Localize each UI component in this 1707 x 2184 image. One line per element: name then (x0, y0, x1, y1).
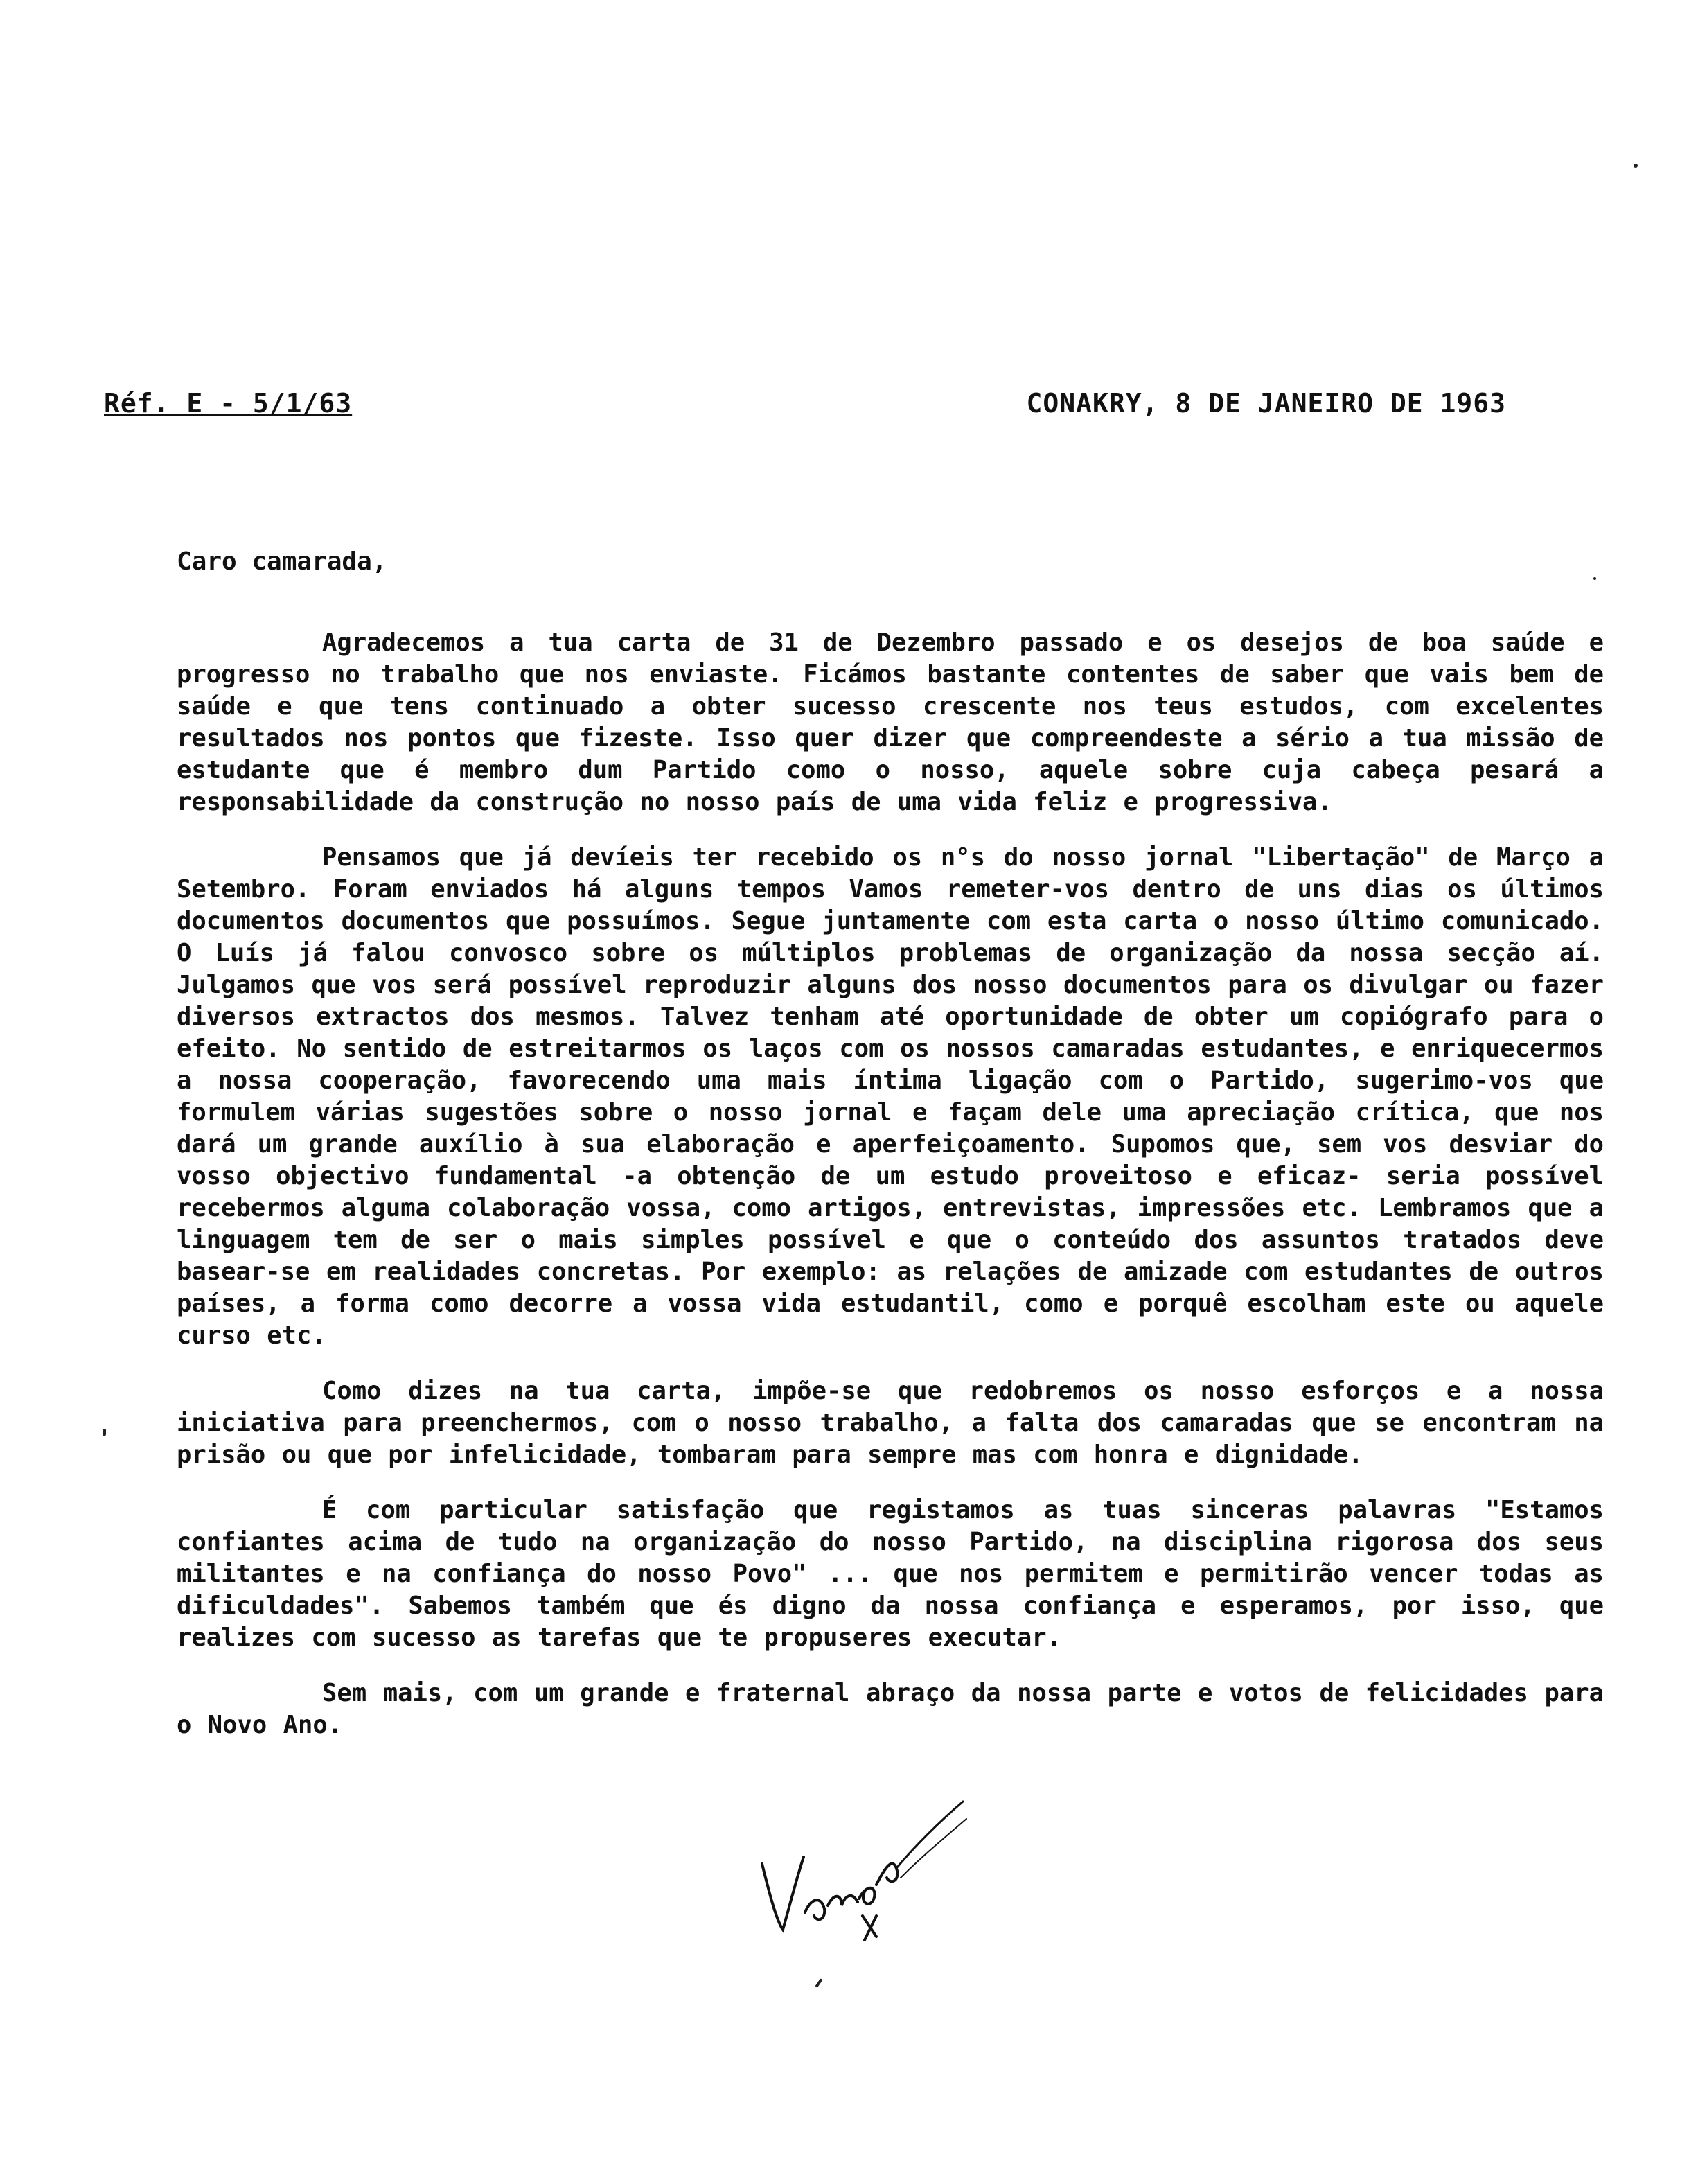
paragraph-2: Pensamos que já devíeis ter recebido os n°s do nosso jornal "Libertação" de Março a Setembro. Foram enviados há alguns tempos Vamos remeter-vos dentro de uns dias os últimos documentos documentos que possuímos. Segue juntamente com esta carta o nosso último comunicado. O Luís já falou convosco sobre os múltiplos problemas de organização da nossa secção aí. Julgamos que vos será possível reproduzir alguns dos nosso documentos para os divulgar ou fazer diversos extractos dos mesmos. Talvez tenham até oportunidade de obter um copiógrafo para o efeito. No sentido de estreitarmos os laços com os nossos camaradas estudantes, e enriquecermos a nossa cooperação, favorecendo uma mais íntima ligação com o Partido, sugerimo-vos que formulem várias sugestões sobre o nosso jornal e façam dele uma apreciação crítica, que nos dará um grande auxílio à sua elaboração e aperfeiçoamento. Supomos que, sem vos desviar do vosso objectivo fundamental -a obtenção de um estudo proveitoso e eficaz- seria possível recebermos alguma colaboração vossa, como artigos, entrevistas, impressões etc. Lembramos que a linguagem tem de ser o mais simples possível e que o conteúdo dos assuntos tratados deve basear-se em realidades concretas. Por exemplo: as relações de amizade com estudantes de outros países, a forma como decorre a vossa vida estudantil, como e porquê escolham este ou aquele curso etc. (177, 843, 1604, 1350)
paragraph-5: Sem mais, com um grande e fraternal abraço da nossa parte e votos de felicidades para o Novo Ano. (177, 1679, 1604, 1739)
scan-speck (103, 1429, 106, 1436)
scan-speck (1634, 164, 1638, 168)
salutation: Caro camarada, (177, 547, 387, 576)
paragraph-1: Agradecemos a tua carta de 31 de Dezembro passado e os desejos de boa saúde e progresso no trabalho que nos enviaste. Ficámos bastante contentes de saber que vais bem de saúde e que tens continuado a obter sucesso crescente nos teus estudos, com excelentes resultados nos pontos que fizeste. Isso quer dizer que compreendeste a sério a tua missão de estudante que é membro dum Partido como o nosso, aquele sobre cuja cabeça pesará a responsabilidade da construção no nosso país de uma vida feliz e progressiva. (177, 628, 1604, 816)
scan-speck (815, 1978, 822, 1988)
paragraph-4: É com particular satisfação que registamos as tuas sinceras palavras "Estamos confiantes acima de tudo na organização do nosso Partido, na disciplina rigorosa dos seus militantes e na confiança do nosso Povo" ... que nos permitem e permitirão vencer todas as dificuldades". Sabemos também que és digno da nossa confiança e esperamos, por isso, que realizes com sucesso as tarefas que te propuseres executar. (177, 1496, 1604, 1652)
reference-number: Réf. E - 5/1/63 (104, 388, 353, 419)
scan-speck (1593, 577, 1596, 580)
place-and-date: CONAKRY, 8 DE JANEIRO DE 1963 (1026, 388, 1506, 419)
handwritten-signature (755, 1781, 977, 1961)
letter-body (177, 627, 1604, 1765)
paragraph-3: Como dizes na tua carta, impõe-se que redobremos os nosso esforços e a nossa iniciativa para preenchermos, com o nosso trabalho, a falta dos camaradas que se encontram na prisão ou que por infelicidade, tombaram para sempre mas com honra e dignidade. (177, 1377, 1604, 1469)
